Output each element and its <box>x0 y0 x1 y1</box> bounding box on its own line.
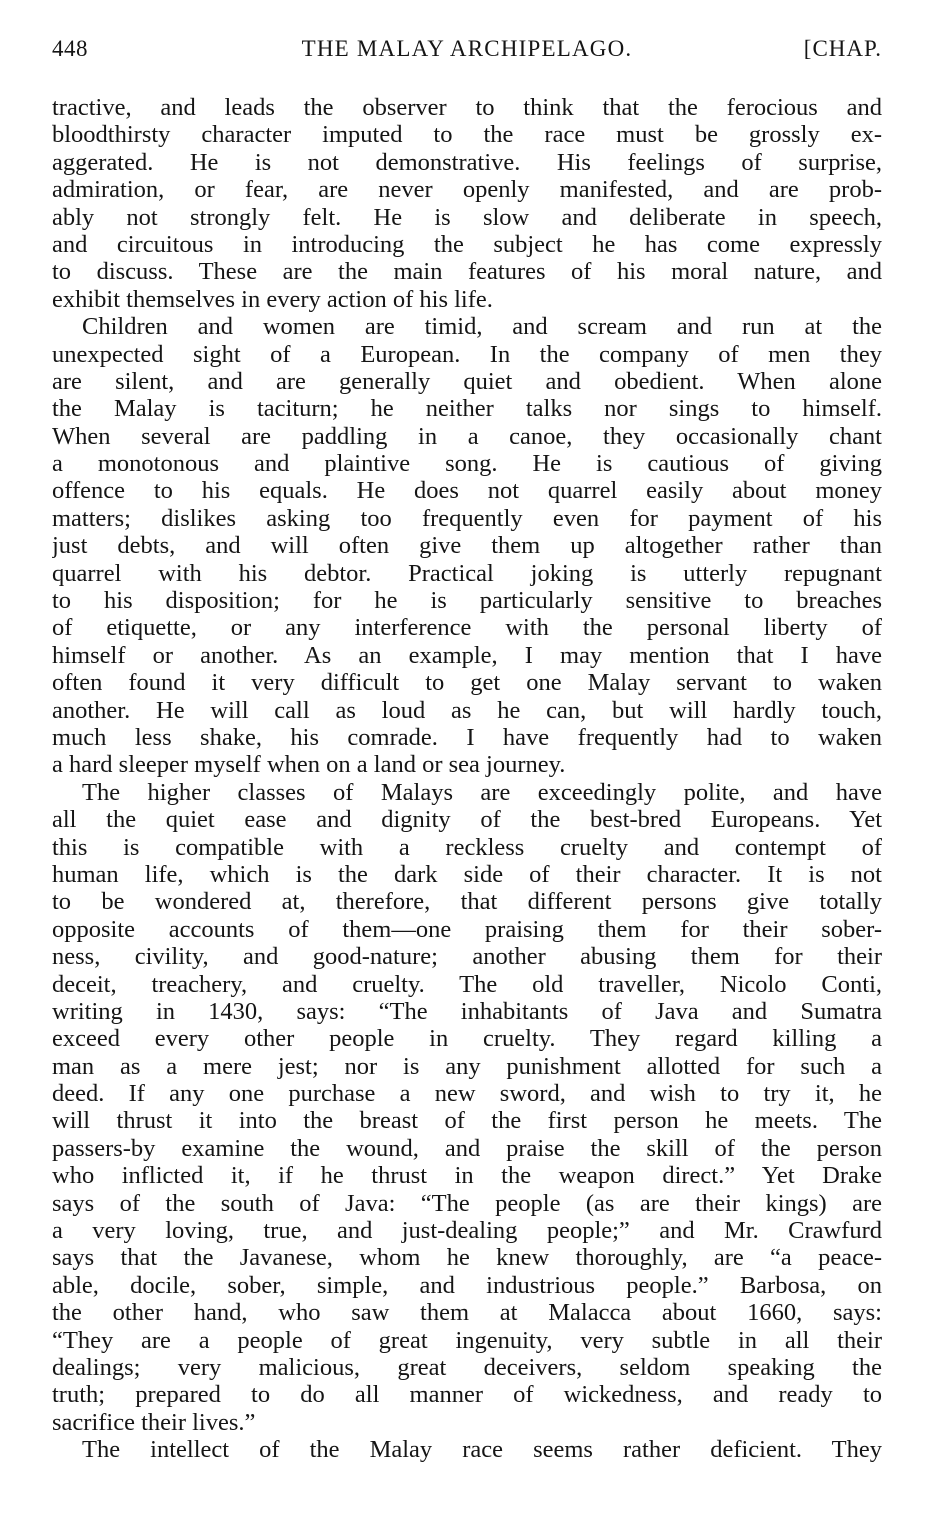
text-line: writing in 1430, says: “The inhabitants of Java and Sumatra <box>52 997 882 1025</box>
text-line: unexpected sight of a European. In the company of men they <box>52 340 882 368</box>
text-line: a very loving, true, and just-dealing people;” and Mr. Crawfurd <box>52 1217 882 1245</box>
text-line: says that the Javanese, whom he knew thoroughly, are “a peace- <box>52 1244 882 1272</box>
text-line: exceed every other people in cruelty. They regard killing a <box>52 1025 882 1053</box>
text-line: and circuitous in introducing the subject he has come expressly <box>52 230 882 258</box>
text-line: who inflicted it, if he thrust in the weapon direct.” Yet Drake <box>52 1162 882 1190</box>
paragraph <box>52 779 882 1436</box>
text-line: man as a mere jest; nor is any punishment allotted for such a <box>52 1052 882 1080</box>
chapter-marker: [CHAP. <box>803 36 882 61</box>
text-line: dealings; very malicious, great deceivers, seldom speaking the <box>52 1353 882 1381</box>
text-line: ness, civility, and good-nature; another abusing them for their <box>52 943 882 971</box>
text-line: a monotonous and plaintive song. He is cautious of giving <box>52 450 882 478</box>
text-line: Children and women are timid, and scream and run at the <box>82 313 882 341</box>
text-line: often found it very difficult to get one Malay servant to waken <box>52 669 882 697</box>
text-line: a hard sleeper myself when on a land or sea journey. <box>52 751 566 779</box>
paragraph <box>52 94 882 313</box>
text-line: are silent, and are generally quiet and obedient. When alone <box>52 367 882 395</box>
text-line: opposite accounts of them—one praising them for their sober- <box>52 915 882 943</box>
text-line: passers-by examine the wound, and praise the skill of the person <box>52 1134 882 1162</box>
text-line: The higher classes of Malays are exceedingly polite, and have <box>82 778 882 806</box>
text-line: offence to his equals. He does not quarrel easily about money <box>52 477 882 505</box>
text-line: aggerated. He is not demonstrative. His feelings of surprise, <box>52 148 882 176</box>
text-line: truth; prepared to do all manner of wickedness, and ready to <box>52 1381 882 1409</box>
text-line: able, docile, sober, simple, and industrious people.” Barbosa, on <box>52 1271 882 1299</box>
text-line: to discuss. These are the main features of his moral nature, and <box>52 258 882 286</box>
text-line: When several are paddling in a canoe, they occasionally chant <box>52 422 882 450</box>
paragraph <box>52 1436 882 1463</box>
text-line: matters; dislikes asking too frequently even for payment of his <box>52 504 882 532</box>
text-line: the other hand, who saw them at Malacca about 1660, says: <box>52 1299 882 1327</box>
text-line: admiration, or fear, are never openly manifested, and are prob- <box>52 176 882 204</box>
text-line: ably not strongly felt. He is slow and deliberate in speech, <box>52 203 882 231</box>
text-line: to his disposition; for he is particularly sensitive to breaches <box>52 587 882 615</box>
running-head <box>52 36 882 70</box>
text-line: just debts, and will often give them up altogether rather than <box>52 532 882 560</box>
text-line: another. He will call as loud as he can, but will hardly touch, <box>52 696 882 724</box>
text-line: says of the south of Java: “The people (as are their kings) are <box>52 1189 882 1217</box>
text-line: human life, which is the dark side of their character. It is not <box>52 860 882 888</box>
text-line: sacrifice their lives.” <box>52 1408 256 1436</box>
text-line: quarrel with his debtor. Practical joking is utterly repugnant <box>52 559 882 587</box>
text-line: bloodthirsty character imputed to the race must be grossly ex- <box>52 121 882 149</box>
text-line: this is compatible with a reckless cruelty and contempt of <box>52 833 882 861</box>
body-text <box>52 94 882 1464</box>
text-line: tractive, and leads the observer to think that the ferocious and <box>52 94 882 121</box>
text-line: deceit, treachery, and cruelty. The old traveller, Nicolo Conti, <box>52 970 882 998</box>
text-line: deed. If any one purchase a new sword, and wish to try it, he <box>52 1080 882 1108</box>
text-line: The intellect of the Malay race seems rather deficient. They <box>82 1436 882 1464</box>
text-line: exhibit themselves in every action of his life. <box>52 285 493 313</box>
paragraph <box>52 313 882 779</box>
text-line: “They are a people of great ingenuity, very subtle in all their <box>52 1326 882 1354</box>
text-line: to be wondered at, therefore, that different persons give totally <box>52 888 882 916</box>
text-line: much less shake, his comrade. I have frequently had to waken <box>52 723 882 751</box>
text-line: the Malay is taciturn; he neither talks nor sings to himself. <box>52 395 882 423</box>
text-line: of etiquette, or any interference with the personal liberty of <box>52 614 882 642</box>
text-line: himself or another. As an example, I may mention that I have <box>52 641 882 669</box>
text-line: all the quiet ease and dignity of the best-bred Europeans. Yet <box>52 806 882 834</box>
running-title: THE MALAY ARCHIPELAGO. <box>301 36 633 61</box>
page-number: 448 <box>52 36 88 61</box>
text-line: will thrust it into the breast of the first person he meets. The <box>52 1107 882 1135</box>
